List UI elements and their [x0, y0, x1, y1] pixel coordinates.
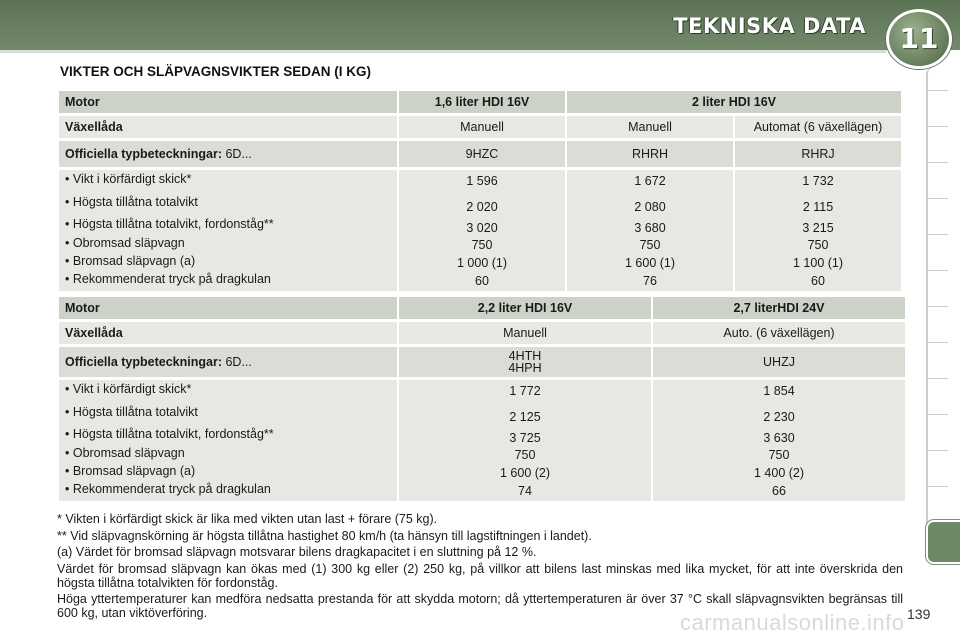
weight-value: 2 230 — [763, 409, 795, 424]
side-tab[interactable] — [928, 450, 948, 451]
type-code: UHZJ — [653, 347, 905, 377]
weight-labels — [59, 170, 397, 291]
footnote: ** Vid släpvagnskörning är högsta tillåtna hastighet 80 km/h (ta hänsyn till lagstiftningen i landet). — [57, 528, 592, 543]
gearbox-value: Automat (6 växellägen) — [735, 116, 901, 138]
type-designation-suffix: 6D... — [225, 355, 252, 369]
footnote: Värdet för bromsad släpvagn kan ökas med (1) 300 kg eller (2) 250 kg, på villkor att bilens last minskas med lika mycket, för att inte överskrida den högsta tillåtna totalvikten för fordonståg. — [57, 561, 903, 590]
type-designation-label — [59, 347, 397, 377]
weight-value: 1 732 — [802, 173, 834, 188]
weight-value: 3 215 — [802, 220, 834, 235]
side-tab[interactable] — [928, 90, 948, 91]
side-tab[interactable] — [928, 162, 948, 163]
weight-value: 750 — [471, 237, 493, 252]
weight-column — [735, 170, 901, 291]
type-code-line: 4HTH — [508, 349, 542, 363]
gearbox-label: Växellåda — [59, 322, 397, 344]
weight-value: 60 — [475, 273, 489, 288]
type-designation-suffix: 6D... — [225, 147, 252, 161]
weight-column — [399, 170, 565, 291]
footnotes — [57, 512, 903, 623]
weight-value: 750 — [807, 237, 829, 252]
engine-name: 2,2 liter HDI 16V — [399, 297, 651, 319]
weights-table-2 — [57, 297, 907, 501]
type-designation-label — [59, 141, 397, 167]
footnote: (a) Värdet för bromsad släpvagn motsvarar bilens dragkapacitet i en sluttning på 12 %. — [57, 545, 537, 559]
side-tab[interactable] — [928, 270, 948, 271]
weight-value: 2 020 — [466, 199, 498, 214]
footnote: * Vikten i körfärdigt skick är lika med vikten utan last + förare (75 kg). — [57, 512, 438, 526]
weight-value: 1 596 — [466, 173, 498, 188]
weight-label: • Vikt i körfärdigt skick* — [65, 172, 192, 186]
weight-label: • Obromsad släpvagn — [65, 236, 185, 250]
weight-label: • Högsta tillåtna totalvikt, fordonståg** — [65, 217, 274, 231]
engine-name: 2,7 literHDI 24V — [653, 297, 905, 319]
side-tab[interactable] — [928, 126, 948, 127]
gearbox-value: Manuell — [399, 322, 651, 344]
motor-label: Motor — [59, 297, 397, 319]
gearbox-value: Manuell — [399, 116, 565, 138]
weight-label: • Högsta tillåtna totalvikt, fordonståg** — [65, 427, 274, 441]
weight-label: • Obromsad släpvagn — [65, 446, 185, 460]
type-code — [399, 347, 651, 377]
type-designation-title: Officiella typbeteckningar: — [65, 147, 222, 161]
type-code: RHRH — [567, 141, 733, 167]
section-title: VIKTER OCH SLÄPVAGNSVIKTER SEDAN (I KG) — [60, 64, 372, 79]
side-tab[interactable] — [928, 306, 948, 307]
type-code: 9HZC — [399, 141, 565, 167]
weight-value: 3 680 — [634, 220, 666, 235]
weight-value: 750 — [768, 447, 790, 462]
weight-label: • Bromsad släpvagn (a) — [65, 254, 196, 268]
weight-label: • Bromsad släpvagn (a) — [65, 464, 196, 478]
weight-label: • Rekommenderat tryck på dragkulan — [65, 272, 271, 286]
weight-label: • Vikt i körfärdigt skick* — [65, 382, 192, 396]
type-code-line: 4HPH — [508, 361, 542, 375]
type-designation-title: Officiella typbeteckningar: — [65, 355, 222, 369]
weight-value: 3 020 — [466, 220, 498, 235]
weights-table-1 — [57, 91, 903, 291]
side-tab[interactable] — [928, 342, 948, 343]
weight-value: 2 115 — [802, 199, 834, 214]
weight-value: 60 — [811, 273, 825, 288]
engine-name: 1,6 liter HDI 16V — [399, 91, 565, 113]
side-tab[interactable] — [928, 234, 948, 235]
gearbox-value: Manuell — [567, 116, 733, 138]
weight-column — [567, 170, 733, 291]
weight-value: 1 000 (1) — [456, 255, 508, 270]
weight-value: 750 — [514, 447, 536, 462]
weight-label: • Högsta tillåtna totalvikt — [65, 405, 198, 419]
weight-value: 1 672 — [634, 173, 666, 188]
page-number: 139 — [907, 606, 931, 622]
header-bar — [0, 0, 960, 50]
weight-value: 750 — [639, 237, 661, 252]
weight-value: 1 854 — [763, 383, 795, 398]
engine-name: 2 liter HDI 16V — [567, 91, 901, 113]
weight-label: • Högsta tillåtna totalvikt — [65, 195, 198, 209]
side-tab[interactable] — [928, 414, 948, 415]
chapter-title: TEKNISKA DATA — [673, 14, 866, 38]
chapter-badge — [886, 9, 952, 69]
weight-value: 1 772 — [509, 383, 541, 398]
side-tab[interactable] — [928, 486, 948, 487]
side-tab[interactable] — [928, 378, 948, 379]
footnote: Höga yttertemperaturer kan medföra nedsatta prestanda för att skydda motorn; då yttertemperaturen är över 37 °C skall släpvagnsvikten begränsas till 600 kg, utan viktöverföring. — [57, 592, 903, 620]
side-tab[interactable] — [928, 198, 948, 199]
watermark: carmanualsonline.info — [680, 610, 905, 635]
weight-column — [653, 380, 905, 501]
header-rule — [0, 50, 886, 53]
side-tab-active[interactable] — [926, 520, 960, 564]
type-code: RHRJ — [735, 141, 901, 167]
weight-value: 1 600 (1) — [624, 255, 676, 270]
weight-value: 3 725 — [509, 430, 541, 445]
weight-value: 74 — [518, 483, 532, 498]
weight-value: 3 630 — [763, 430, 795, 445]
weight-value: 2 125 — [509, 409, 541, 424]
weight-value: 2 080 — [634, 199, 666, 214]
weight-label: • Rekommenderat tryck på dragkulan — [65, 482, 271, 496]
weight-value: 1 100 (1) — [792, 255, 844, 270]
chapter-number: 11 — [899, 22, 939, 55]
weight-value: 1 400 (2) — [753, 465, 805, 480]
weight-value: 66 — [772, 483, 786, 498]
motor-label: Motor — [59, 91, 397, 113]
weight-value: 1 600 (2) — [499, 465, 551, 480]
side-tab-strip — [926, 68, 948, 558]
weight-column — [399, 380, 651, 501]
gearbox-value: Auto. (6 växellägen) — [653, 322, 905, 344]
weight-value: 76 — [643, 273, 657, 288]
weight-labels — [59, 380, 397, 501]
gearbox-label: Växellåda — [59, 116, 397, 138]
